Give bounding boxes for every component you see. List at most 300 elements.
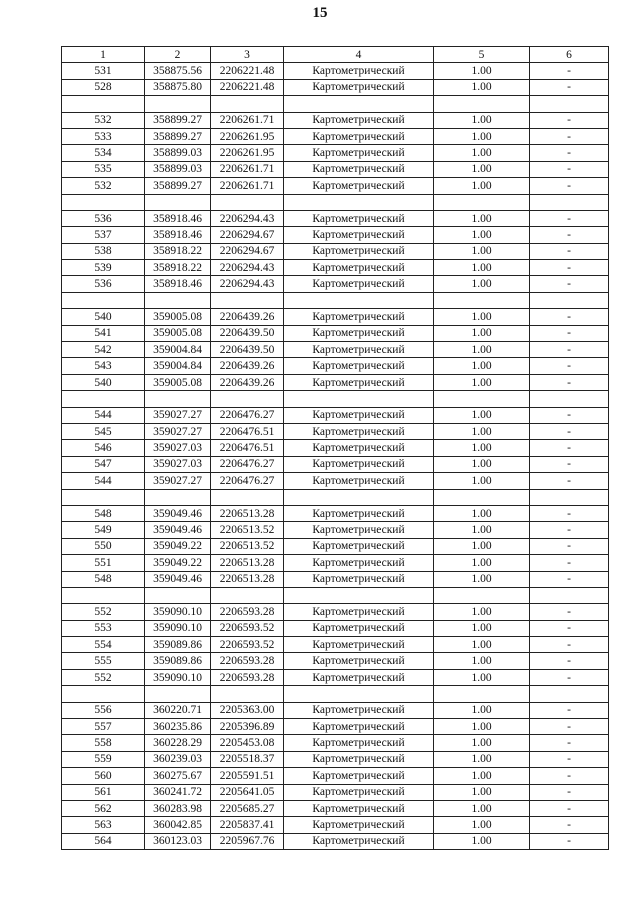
cell-y: 2206476.51	[211, 440, 284, 456]
empty-cell	[284, 96, 434, 112]
empty-cell	[434, 686, 530, 702]
header-row	[62, 47, 609, 63]
table-row	[62, 210, 609, 226]
cell-description: -	[530, 243, 609, 259]
empty-cell	[284, 686, 434, 702]
table-row	[62, 719, 609, 735]
cell-y: 2206513.28	[211, 571, 284, 587]
cell-point: 532	[62, 178, 145, 194]
column-header-point: 1	[62, 47, 145, 63]
table-row	[62, 325, 609, 341]
cell-point: 560	[62, 768, 145, 784]
cell-accuracy: 1.00	[434, 735, 530, 751]
table-row	[62, 620, 609, 636]
cell-method: Картометрический	[284, 309, 434, 325]
cell-y: 2206221.48	[211, 79, 284, 95]
separator-row	[62, 292, 609, 308]
table-row	[62, 522, 609, 538]
empty-cell	[211, 686, 284, 702]
empty-cell	[434, 96, 530, 112]
cell-x: 358918.46	[145, 210, 211, 226]
cell-accuracy: 1.00	[434, 473, 530, 489]
cell-x: 359090.10	[145, 620, 211, 636]
cell-accuracy: 1.00	[434, 79, 530, 95]
separator-row	[62, 489, 609, 505]
cell-description: -	[530, 702, 609, 718]
cell-y: 2205967.76	[211, 833, 284, 849]
cell-point: 557	[62, 719, 145, 735]
cell-y: 2205396.89	[211, 719, 284, 735]
cell-x: 358875.80	[145, 79, 211, 95]
cell-x: 360228.29	[145, 735, 211, 751]
table-row	[62, 473, 609, 489]
cell-y: 2206593.52	[211, 620, 284, 636]
cell-point: 538	[62, 243, 145, 259]
cell-accuracy: 1.00	[434, 227, 530, 243]
cell-method: Картометрический	[284, 178, 434, 194]
table-row	[62, 817, 609, 833]
table-row	[62, 702, 609, 718]
cell-x: 359090.10	[145, 669, 211, 685]
cell-point: 563	[62, 817, 145, 833]
cell-y: 2206513.52	[211, 522, 284, 538]
cell-accuracy: 1.00	[434, 325, 530, 341]
cell-x: 360283.98	[145, 800, 211, 816]
cell-accuracy: 1.00	[434, 784, 530, 800]
cell-x: 359005.08	[145, 325, 211, 341]
cell-point: 532	[62, 112, 145, 128]
empty-cell	[211, 194, 284, 210]
cell-y: 2206261.71	[211, 178, 284, 194]
cell-method: Картометрический	[284, 112, 434, 128]
cell-y: 2206221.48	[211, 63, 284, 79]
cell-x: 360042.85	[145, 817, 211, 833]
table-row	[62, 342, 609, 358]
empty-cell	[434, 194, 530, 210]
cell-x: 358899.03	[145, 161, 211, 177]
cell-y: 2205591.51	[211, 768, 284, 784]
cell-description: -	[530, 751, 609, 767]
cell-x: 359090.10	[145, 604, 211, 620]
cell-y: 2206513.28	[211, 505, 284, 521]
cell-x: 359027.03	[145, 440, 211, 456]
table-row	[62, 751, 609, 767]
column-header-accuracy: 5	[434, 47, 530, 63]
cell-accuracy: 1.00	[434, 571, 530, 587]
cell-method: Картометрический	[284, 555, 434, 571]
empty-cell	[62, 686, 145, 702]
cell-method: Картометрический	[284, 456, 434, 472]
empty-cell	[145, 194, 211, 210]
cell-y: 2206439.26	[211, 374, 284, 390]
table-row	[62, 63, 609, 79]
empty-cell	[211, 489, 284, 505]
cell-y: 2206439.26	[211, 309, 284, 325]
cell-point: 548	[62, 505, 145, 521]
cell-accuracy: 1.00	[434, 620, 530, 636]
table-row	[62, 260, 609, 276]
cell-method: Картометрический	[284, 522, 434, 538]
cell-method: Картометрический	[284, 63, 434, 79]
table-row	[62, 112, 609, 128]
cell-point: 533	[62, 128, 145, 144]
cell-point: 528	[62, 79, 145, 95]
cell-point: 555	[62, 653, 145, 669]
cell-accuracy: 1.00	[434, 719, 530, 735]
cell-x: 359027.27	[145, 473, 211, 489]
cell-y: 2206261.95	[211, 145, 284, 161]
cell-x: 359089.86	[145, 653, 211, 669]
table-row	[62, 407, 609, 423]
table-row	[62, 243, 609, 259]
cell-description: -	[530, 620, 609, 636]
cell-x: 358899.27	[145, 178, 211, 194]
cell-method: Картометрический	[284, 260, 434, 276]
cell-point: 536	[62, 276, 145, 292]
column-header-description: 6	[530, 47, 609, 63]
cell-description: -	[530, 423, 609, 439]
cell-x: 359005.08	[145, 374, 211, 390]
cell-method: Картометрический	[284, 719, 434, 735]
table-row	[62, 79, 609, 95]
table-row	[62, 669, 609, 685]
cell-accuracy: 1.00	[434, 702, 530, 718]
cell-y: 2206476.27	[211, 407, 284, 423]
cell-description: -	[530, 505, 609, 521]
empty-cell	[530, 587, 609, 603]
cell-description: -	[530, 604, 609, 620]
cell-description: -	[530, 161, 609, 177]
cell-method: Картометрический	[284, 243, 434, 259]
table-row	[62, 505, 609, 521]
cell-y: 2206593.28	[211, 669, 284, 685]
empty-cell	[145, 96, 211, 112]
empty-cell	[211, 391, 284, 407]
cell-x: 359027.27	[145, 407, 211, 423]
cell-y: 2205837.41	[211, 817, 284, 833]
cell-y: 2205363.00	[211, 702, 284, 718]
cell-point: 559	[62, 751, 145, 767]
cell-method: Картометрический	[284, 784, 434, 800]
cell-method: Картометрический	[284, 473, 434, 489]
empty-cell	[145, 587, 211, 603]
cell-point: 544	[62, 407, 145, 423]
cell-x: 359004.84	[145, 342, 211, 358]
cell-x: 358875.56	[145, 63, 211, 79]
cell-point: 543	[62, 358, 145, 374]
table-row	[62, 735, 609, 751]
cell-y: 2206476.27	[211, 473, 284, 489]
cell-accuracy: 1.00	[434, 161, 530, 177]
cell-description: -	[530, 260, 609, 276]
cell-description: -	[530, 145, 609, 161]
separator-row	[62, 96, 609, 112]
empty-cell	[211, 292, 284, 308]
cell-method: Картометрический	[284, 325, 434, 341]
cell-accuracy: 1.00	[434, 374, 530, 390]
cell-accuracy: 1.00	[434, 178, 530, 194]
cell-accuracy: 1.00	[434, 63, 530, 79]
cell-accuracy: 1.00	[434, 637, 530, 653]
cell-method: Картометрический	[284, 702, 434, 718]
cell-accuracy: 1.00	[434, 309, 530, 325]
empty-cell	[284, 489, 434, 505]
cell-method: Картометрический	[284, 161, 434, 177]
cell-point: 547	[62, 456, 145, 472]
cell-x: 358918.46	[145, 276, 211, 292]
cell-point: 564	[62, 833, 145, 849]
page-number: 15	[312, 5, 328, 21]
empty-cell	[145, 686, 211, 702]
cell-point: 542	[62, 342, 145, 358]
empty-cell	[145, 391, 211, 407]
cell-accuracy: 1.00	[434, 833, 530, 849]
cell-x: 358918.46	[145, 227, 211, 243]
cell-x: 360241.72	[145, 784, 211, 800]
cell-x: 359049.46	[145, 522, 211, 538]
cell-description: -	[530, 309, 609, 325]
cell-x: 360235.86	[145, 719, 211, 735]
cell-x: 360220.71	[145, 702, 211, 718]
table-row	[62, 276, 609, 292]
cell-description: -	[530, 210, 609, 226]
cell-accuracy: 1.00	[434, 555, 530, 571]
cell-y: 2206439.26	[211, 358, 284, 374]
cell-x: 358918.22	[145, 243, 211, 259]
cell-point: 554	[62, 637, 145, 653]
cell-x: 360123.03	[145, 833, 211, 849]
cell-accuracy: 1.00	[434, 538, 530, 554]
cell-method: Картометрический	[284, 440, 434, 456]
column-header-method: 4	[284, 47, 434, 63]
cell-point: 544	[62, 473, 145, 489]
cell-point: 540	[62, 374, 145, 390]
cell-description: -	[530, 784, 609, 800]
cell-x: 359027.27	[145, 423, 211, 439]
separator-row	[62, 194, 609, 210]
empty-cell	[284, 292, 434, 308]
cell-accuracy: 1.00	[434, 210, 530, 226]
table-row	[62, 800, 609, 816]
cell-y: 2206294.43	[211, 260, 284, 276]
empty-cell	[284, 194, 434, 210]
cell-x: 358918.22	[145, 260, 211, 276]
cell-description: -	[530, 63, 609, 79]
cell-description: -	[530, 669, 609, 685]
cell-method: Картометрический	[284, 79, 434, 95]
empty-cell	[530, 489, 609, 505]
cell-point: 534	[62, 145, 145, 161]
cell-method: Картометрический	[284, 735, 434, 751]
cell-x: 359027.03	[145, 456, 211, 472]
cell-y: 2206439.50	[211, 342, 284, 358]
empty-cell	[62, 489, 145, 505]
table-row	[62, 571, 609, 587]
cell-y: 2205453.08	[211, 735, 284, 751]
table-body	[62, 63, 609, 850]
coordinates-table	[61, 46, 609, 850]
empty-cell	[62, 587, 145, 603]
empty-cell	[284, 391, 434, 407]
cell-description: -	[530, 522, 609, 538]
cell-point: 535	[62, 161, 145, 177]
cell-y: 2205518.37	[211, 751, 284, 767]
cell-y: 2206593.28	[211, 604, 284, 620]
cell-y: 2206439.50	[211, 325, 284, 341]
cell-method: Картометрический	[284, 276, 434, 292]
cell-y: 2206476.51	[211, 423, 284, 439]
table-row	[62, 423, 609, 439]
cell-accuracy: 1.00	[434, 423, 530, 439]
cell-description: -	[530, 768, 609, 784]
empty-cell	[434, 587, 530, 603]
cell-method: Картометрический	[284, 210, 434, 226]
cell-point: 546	[62, 440, 145, 456]
cell-y: 2206261.95	[211, 128, 284, 144]
table-row	[62, 309, 609, 325]
cell-description: -	[530, 276, 609, 292]
separator-row	[62, 587, 609, 603]
cell-accuracy: 1.00	[434, 604, 530, 620]
cell-y: 2206513.52	[211, 538, 284, 554]
cell-description: -	[530, 407, 609, 423]
cell-accuracy: 1.00	[434, 669, 530, 685]
cell-x: 359049.46	[145, 505, 211, 521]
table-row	[62, 538, 609, 554]
table-row	[62, 833, 609, 849]
table-row	[62, 227, 609, 243]
empty-cell	[530, 292, 609, 308]
cell-accuracy: 1.00	[434, 817, 530, 833]
cell-point: 552	[62, 604, 145, 620]
cell-accuracy: 1.00	[434, 751, 530, 767]
cell-y: 2206476.27	[211, 456, 284, 472]
cell-accuracy: 1.00	[434, 407, 530, 423]
empty-cell	[530, 194, 609, 210]
cell-method: Картометрический	[284, 374, 434, 390]
empty-cell	[62, 391, 145, 407]
cell-point: 549	[62, 522, 145, 538]
cell-point: 552	[62, 669, 145, 685]
empty-cell	[62, 292, 145, 308]
cell-point: 537	[62, 227, 145, 243]
cell-method: Картометрический	[284, 669, 434, 685]
cell-description: -	[530, 112, 609, 128]
cell-y: 2206294.67	[211, 227, 284, 243]
cell-method: Картометрический	[284, 571, 434, 587]
cell-description: -	[530, 719, 609, 735]
cell-description: -	[530, 325, 609, 341]
cell-x: 359049.22	[145, 555, 211, 571]
cell-description: -	[530, 555, 609, 571]
cell-method: Картометрический	[284, 342, 434, 358]
cell-method: Картометрический	[284, 128, 434, 144]
cell-description: -	[530, 128, 609, 144]
separator-row	[62, 391, 609, 407]
empty-cell	[530, 686, 609, 702]
empty-cell	[284, 587, 434, 603]
cell-point: 540	[62, 309, 145, 325]
table-row	[62, 456, 609, 472]
column-header-x: 2	[145, 47, 211, 63]
cell-method: Картометрический	[284, 145, 434, 161]
empty-cell	[434, 391, 530, 407]
cell-point: 531	[62, 63, 145, 79]
cell-description: -	[530, 817, 609, 833]
cell-description: -	[530, 79, 609, 95]
cell-point: 548	[62, 571, 145, 587]
cell-description: -	[530, 833, 609, 849]
cell-method: Картометрический	[284, 637, 434, 653]
cell-y: 2206593.28	[211, 653, 284, 669]
cell-description: -	[530, 227, 609, 243]
cell-y: 2206294.67	[211, 243, 284, 259]
cell-description: -	[530, 735, 609, 751]
cell-x: 359049.46	[145, 571, 211, 587]
cell-method: Картометрический	[284, 768, 434, 784]
cell-accuracy: 1.00	[434, 358, 530, 374]
cell-point: 539	[62, 260, 145, 276]
cell-x: 359089.86	[145, 637, 211, 653]
table-row	[62, 555, 609, 571]
cell-method: Картометрический	[284, 358, 434, 374]
cell-method: Картометрический	[284, 423, 434, 439]
cell-description: -	[530, 637, 609, 653]
cell-x: 360239.03	[145, 751, 211, 767]
cell-method: Картометрический	[284, 800, 434, 816]
cell-accuracy: 1.00	[434, 800, 530, 816]
empty-cell	[145, 489, 211, 505]
cell-point: 556	[62, 702, 145, 718]
cell-method: Картометрический	[284, 538, 434, 554]
empty-cell	[145, 292, 211, 308]
cell-accuracy: 1.00	[434, 128, 530, 144]
separator-row	[62, 686, 609, 702]
cell-y: 2206513.28	[211, 555, 284, 571]
cell-y: 2206593.52	[211, 637, 284, 653]
table-row	[62, 637, 609, 653]
cell-description: -	[530, 178, 609, 194]
cell-accuracy: 1.00	[434, 653, 530, 669]
empty-cell	[434, 292, 530, 308]
cell-method: Картометрический	[284, 505, 434, 521]
table-row	[62, 358, 609, 374]
cell-accuracy: 1.00	[434, 522, 530, 538]
cell-description: -	[530, 456, 609, 472]
cell-x: 359004.84	[145, 358, 211, 374]
cell-accuracy: 1.00	[434, 276, 530, 292]
cell-accuracy: 1.00	[434, 440, 530, 456]
cell-point: 561	[62, 784, 145, 800]
cell-point: 562	[62, 800, 145, 816]
cell-description: -	[530, 653, 609, 669]
cell-description: -	[530, 800, 609, 816]
cell-y: 2205641.05	[211, 784, 284, 800]
cell-description: -	[530, 571, 609, 587]
cell-point: 545	[62, 423, 145, 439]
cell-y: 2206294.43	[211, 210, 284, 226]
cell-description: -	[530, 473, 609, 489]
cell-description: -	[530, 374, 609, 390]
table-row	[62, 178, 609, 194]
cell-accuracy: 1.00	[434, 112, 530, 128]
cell-accuracy: 1.00	[434, 243, 530, 259]
empty-cell	[530, 391, 609, 407]
cell-method: Картометрический	[284, 751, 434, 767]
empty-cell	[62, 96, 145, 112]
cell-x: 359005.08	[145, 309, 211, 325]
empty-cell	[211, 587, 284, 603]
